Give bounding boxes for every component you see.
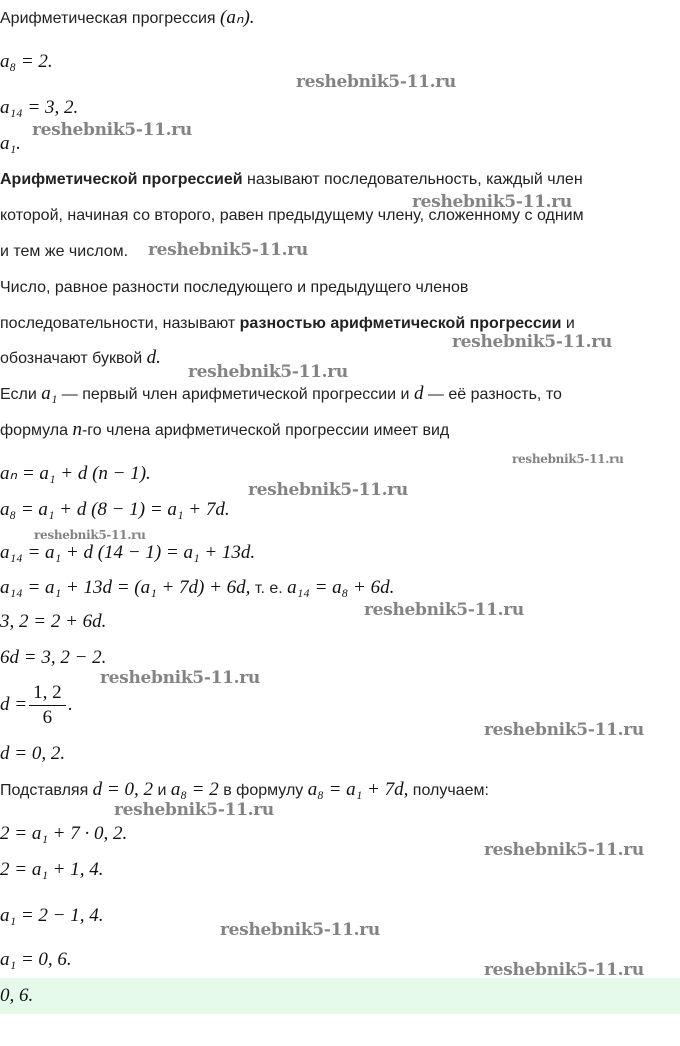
watermark: reshebnik5-11.ru — [484, 720, 644, 740]
formula-intro-line-1: Если a₁ — первый член арифметической прогрессии и d — её разность, то — [0, 383, 562, 404]
watermark: reshebnik5-11.ru — [34, 528, 146, 542]
watermark: reshebnik5-11.ru — [188, 362, 348, 382]
watermark: reshebnik5-11.ru — [484, 960, 644, 980]
fraction-line: d = $\frac{1, 2}{6}$ . — [0, 682, 73, 729]
watermark: reshebnik5-11.ru — [364, 600, 524, 620]
general-formula: aₙ = a₁ + d (n − 1). — [0, 463, 151, 484]
given-a8: a₈ = 2. — [0, 51, 53, 72]
answer-block — [0, 978, 680, 1014]
calc-1: 2 = a₁ + 7 · 0, 2. — [0, 823, 128, 844]
substitution-line: Подставляя d = 0, 2 и a₈ = 2 в формулу a₈ = a₁ + 7d, получаем: — [0, 779, 489, 800]
watermark: reshebnik5-11.ru — [484, 840, 644, 860]
watermark: reshebnik5-11.ru — [114, 800, 274, 820]
definition-line-1: Арифметической прогрессией называют последовательность, каждый член — [0, 171, 583, 188]
equation-1: 3, 2 = 2 + 6d. — [0, 611, 107, 632]
formula-intro-line-2: формула n-го члена арифметической прогрессии имеет вид — [0, 419, 450, 440]
definition-line-3: и тем же числом. — [0, 243, 129, 260]
equation-2: 6d = 3, 2 − 2. — [0, 647, 107, 668]
fraction: $\frac{1, 2}{6}$ — [29, 682, 66, 729]
watermark: reshebnik5-11.ru — [100, 668, 260, 688]
answer-value: 0, 6. — [0, 985, 34, 1006]
given-a14: a₁₄ = 3, 2. — [0, 97, 79, 118]
a8-formula: a₈ = a₁ + d (8 − 1) = a₁ + 7d. — [0, 499, 230, 520]
watermark: reshebnik5-11.ru — [452, 332, 612, 352]
calc-3: a₁ = 2 − 1, 4. — [0, 905, 104, 926]
watermark: reshebnik5-11.ru — [296, 72, 456, 92]
watermark: reshebnik5-11.ru — [248, 480, 408, 500]
difference-line-3: обозначают буквой d. — [0, 347, 161, 368]
problem-title: Арифметическая прогрессия (aₙ). — [0, 7, 255, 28]
watermark: reshebnik5-11.ru — [32, 120, 192, 140]
watermark: reshebnik5-11.ru — [220, 920, 380, 940]
find-a1: a₁. — [0, 133, 21, 154]
watermark: reshebnik5-11.ru — [148, 240, 308, 260]
a14-formula: a₁₄ = a₁ + d (14 − 1) = a₁ + 13d. — [0, 542, 256, 563]
watermark: reshebnik5-11.ru — [512, 452, 624, 466]
difference-line-1: Число, равное разности последующего и предыдущего членов — [0, 279, 469, 296]
d-value: d = 0, 2. — [0, 743, 66, 764]
watermark: reshebnik5-11.ru — [412, 192, 572, 212]
difference-line-2: последовательности, называют разностью арифметической прогрессии и — [0, 315, 575, 332]
definition-line-2: которой, начиная со второго, равен предыдущему члену, сложенному с одним — [0, 207, 584, 224]
a14-relation: a₁₄ = a₁ + 13d = (a₁ + 7d) + 6d, т. е. a₁₄ = a₈ + 6d. — [0, 577, 395, 598]
calc-4: a₁ = 0, 6. — [0, 949, 72, 970]
calc-2: 2 = a₁ + 1, 4. — [0, 859, 104, 880]
